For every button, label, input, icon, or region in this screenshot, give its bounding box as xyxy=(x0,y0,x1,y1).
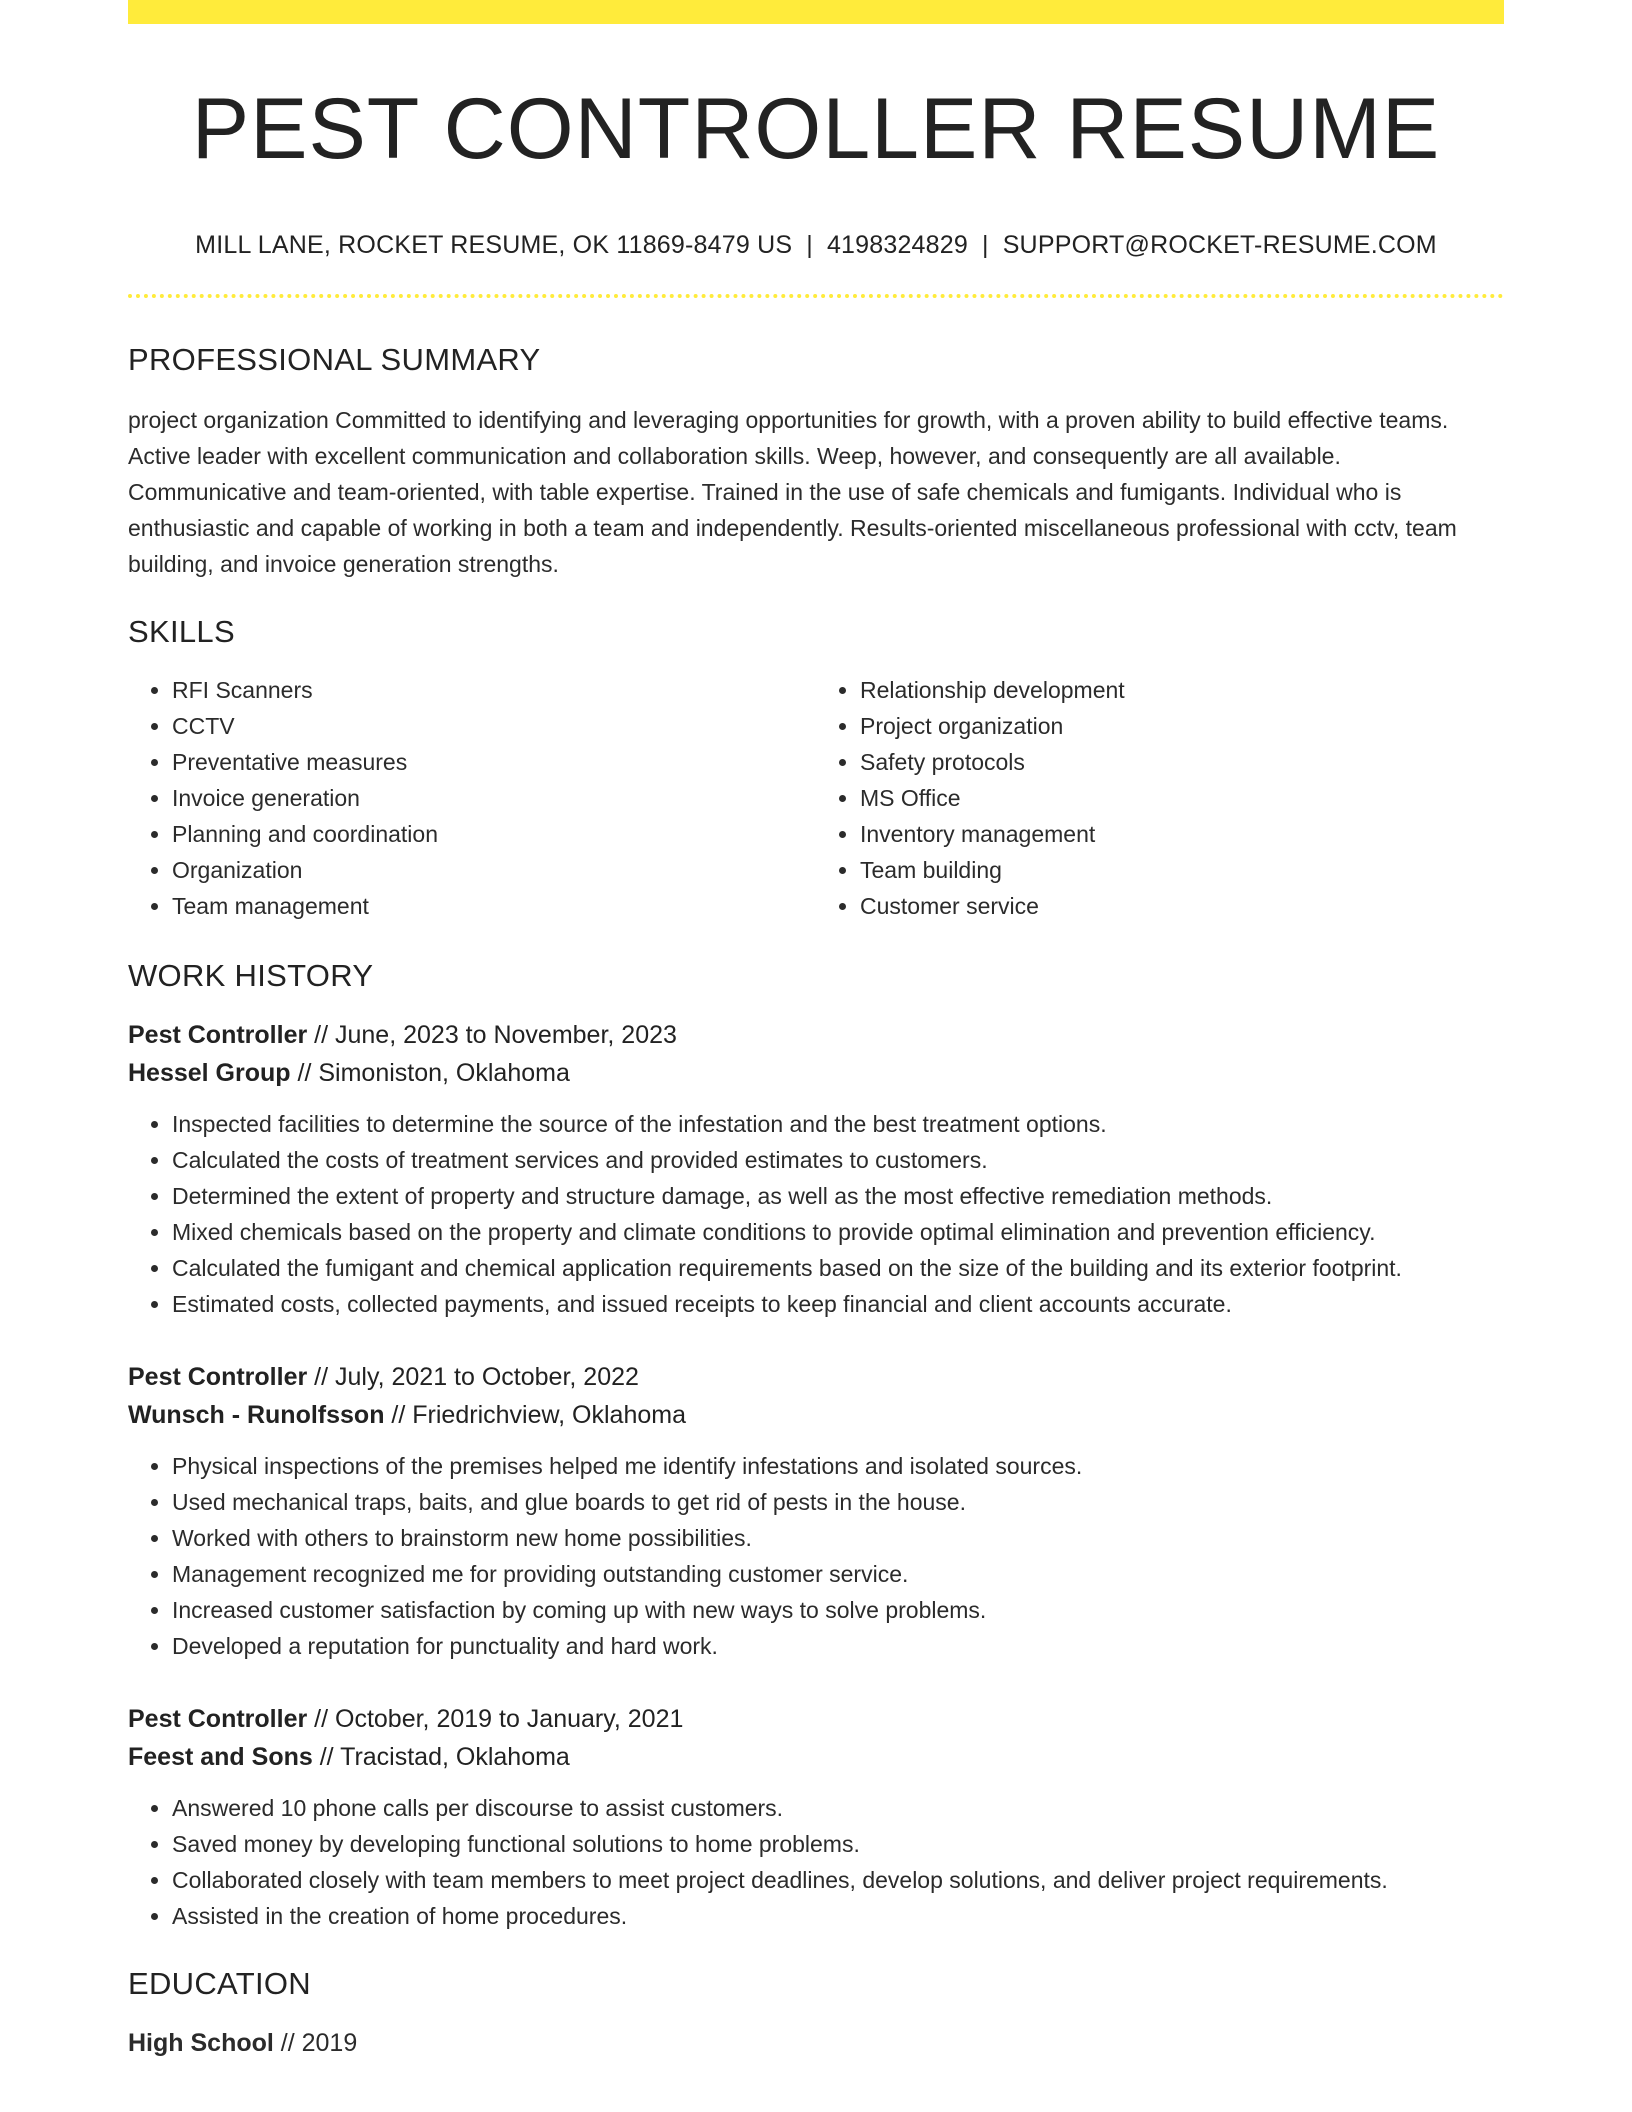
job-bullet: • Calculated the costs of treatment services and provided estimates to customers. xyxy=(172,1142,1504,1178)
work-history-heading: WORK HISTORY xyxy=(128,957,374,993)
skill-item: • Relationship development xyxy=(860,672,1504,708)
header-divider xyxy=(128,294,1504,298)
skill-item: • Inventory management xyxy=(860,816,1504,852)
job-bullet: • Calculated the fumigant and chemical application requirements based on the size of the building and its exterior footprint. xyxy=(172,1250,1504,1286)
job-role-line xyxy=(128,1358,1504,1396)
contact-line xyxy=(128,231,1504,260)
job-company-line xyxy=(128,1738,1504,1776)
education-heading: EDUCATION xyxy=(128,1965,311,2001)
job-delimiter: // xyxy=(307,1362,335,1391)
skills-list xyxy=(128,672,1504,924)
contact-email: SUPPORT@ROCKET-RESUME.COM xyxy=(1002,230,1437,259)
skill-item: • RFI Scanners xyxy=(172,672,816,708)
job-delimiter: // xyxy=(307,1704,335,1733)
job-entry xyxy=(128,1358,1504,1664)
job-company-line xyxy=(128,1396,1504,1434)
job-entry xyxy=(128,1016,1504,1322)
skills-column-right xyxy=(816,672,1504,924)
job-bullet: • Mixed chemicals based on the property and climate conditions to provide optimal elimination and prevention efficiency. xyxy=(172,1214,1504,1250)
skill-item: • MS Office xyxy=(860,780,1504,816)
job-company: Wunsch - Runolfsson xyxy=(128,1400,385,1429)
skill-item: • Team building xyxy=(860,852,1504,888)
skill-item: • Preventative measures xyxy=(172,744,816,780)
contact-phone: 4198324829 xyxy=(826,230,968,259)
job-role: Pest Controller xyxy=(128,1704,308,1733)
job-bullet: • Answered 10 phone calls per discourse to assist customers. xyxy=(172,1790,1504,1826)
job-bullets xyxy=(128,1106,1504,1322)
education-year: 2019 xyxy=(301,2028,358,2057)
skill-item: • Safety protocols xyxy=(860,744,1504,780)
job-bullet: • Saved money by developing functional solutions to home problems. xyxy=(172,1826,1504,1862)
resume-page xyxy=(128,0,1504,2062)
resume-title: PEST CONTROLLER RESUME xyxy=(191,81,1441,177)
job-bullet: • Increased customer satisfaction by coming up with new ways to solve problems. xyxy=(172,1592,1504,1628)
job-bullet: • Estimated costs, collected payments, and issued receipts to keep financial and client accounts accurate. xyxy=(172,1286,1504,1322)
skill-item: • CCTV xyxy=(172,708,816,744)
job-delimiter: // xyxy=(384,1400,413,1429)
job-bullet: • Management recognized me for providing outstanding customer service. xyxy=(172,1556,1504,1592)
job-bullet: • Worked with others to brainstorm new home possibilities. xyxy=(172,1520,1504,1556)
job-bullets xyxy=(128,1790,1504,1934)
summary-heading: PROFESSIONAL SUMMARY xyxy=(128,341,541,377)
education-delimiter: // xyxy=(273,2028,302,2057)
skill-item: • Invoice generation xyxy=(172,780,816,816)
job-dates: July, 2021 to October, 2022 xyxy=(335,1362,639,1391)
skill-item: • Team management xyxy=(172,888,816,924)
job-delimiter: // xyxy=(307,1020,335,1049)
education-entry xyxy=(128,2024,1504,2062)
contact-separator: | xyxy=(981,230,989,259)
job-company-line xyxy=(128,1054,1504,1092)
job-role: Pest Controller xyxy=(128,1020,308,1049)
job-delimiter: // xyxy=(290,1058,319,1087)
job-location: Friedrichview, Oklahoma xyxy=(412,1400,686,1429)
contact-address: MILL LANE, ROCKET RESUME, OK 11869-8479 US xyxy=(195,230,793,259)
job-role-line xyxy=(128,1700,1504,1738)
job-bullet: • Assisted in the creation of home procedures. xyxy=(172,1898,1504,1934)
job-delimiter: // xyxy=(312,1742,341,1771)
education-degree: High School xyxy=(128,2028,274,2057)
job-role: Pest Controller xyxy=(128,1362,308,1391)
skill-item: • Organization xyxy=(172,852,816,888)
contact-separator: | xyxy=(806,230,813,259)
job-bullet: • Used mechanical traps, baits, and glue boards to get rid of pests in the house. xyxy=(172,1484,1504,1520)
skill-item: • Planning and coordination xyxy=(172,816,816,852)
job-dates: October, 2019 to January, 2021 xyxy=(335,1704,684,1733)
summary-text: project organization Committed to identifying and leveraging opportunities for growth, with a proven ability to build effective teams. Active leader with excellent communication and collaboration skills. Weep, however, and consequently are all available. Communicative and team-oriented, with table expertise. Trained in the use of safe chemicals and fumigants. Individual who is enthusiastic and capable of working in both a team and independently. Results-oriented miscellaneous professional with cctv, team building, and invoice generation strengths. xyxy=(128,406,1457,577)
job-entry xyxy=(128,1700,1504,1934)
job-bullet: • Collaborated closely with team members to meet project deadlines, develop solutions, and deliver project requirements. xyxy=(172,1862,1504,1898)
job-company: Feest and Sons xyxy=(128,1742,313,1771)
top-accent-bar xyxy=(128,0,1504,24)
job-role-line xyxy=(128,1016,1504,1054)
skill-item: • Project organization xyxy=(860,708,1504,744)
skills-column-left xyxy=(128,672,816,924)
job-bullet: • Developed a reputation for punctuality and hard work. xyxy=(172,1628,1504,1664)
skills-heading: SKILLS xyxy=(128,613,235,649)
job-location: Tracistad, Oklahoma xyxy=(340,1742,570,1771)
job-dates: June, 2023 to November, 2023 xyxy=(335,1020,677,1049)
job-bullet: • Physical inspections of the premises helped me identify infestations and isolated sources. xyxy=(172,1448,1504,1484)
job-location: Simoniston, Oklahoma xyxy=(318,1058,570,1087)
job-bullets xyxy=(128,1448,1504,1664)
job-bullet: • Determined the extent of property and structure damage, as well as the most effective remediation methods. xyxy=(172,1178,1504,1214)
job-bullet: • Inspected facilities to determine the source of the infestation and the best treatment options. xyxy=(172,1106,1504,1142)
skill-item: • Customer service xyxy=(860,888,1504,924)
job-company: Hessel Group xyxy=(128,1058,291,1087)
